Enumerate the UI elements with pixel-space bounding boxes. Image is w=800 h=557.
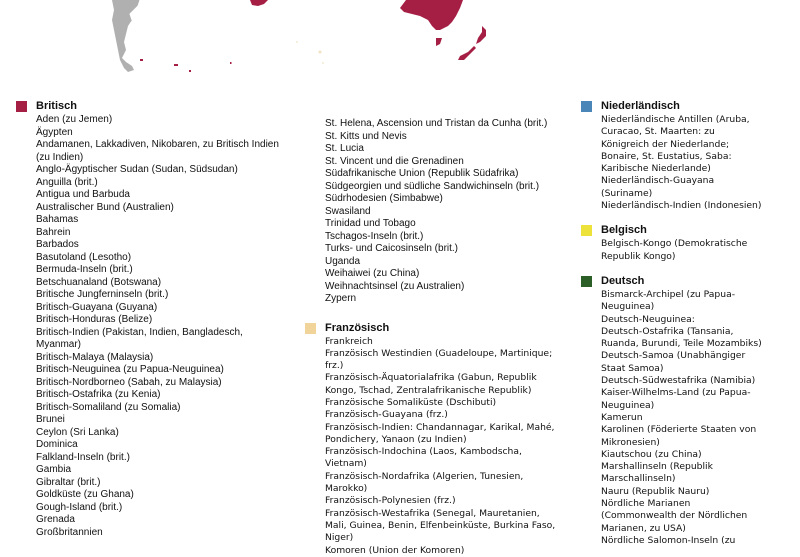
legend-column-3: [581, 98, 800, 547]
colonial-world-map: [0, 0, 800, 92]
legend-item: Weihnachtsinsel (zu Australien): [325, 280, 465, 292]
legend-item: (zu Indien): [36, 151, 84, 163]
legend-item: Niederländisch-Indien (Indonesien): [601, 200, 762, 212]
legend-item: Britisch-Malaya (Malaysia): [36, 351, 154, 363]
legend-item: Britisch-Nordborneo (Sabah, zu Malaysia): [36, 376, 222, 388]
map-french-polynesia-2: [296, 41, 298, 43]
legend-item: Britisch-Neuguinea (zu Papua-Neuguinea): [36, 364, 224, 375]
legend-item: Großbritannien: [36, 526, 103, 538]
legend-item: Andamanen, Lakkadiven, Nikobaren, zu Britisch Indien: [36, 139, 279, 150]
legend-item: Gibraltar (brit.): [36, 476, 101, 488]
legend-item: Australischer Bund (Australien): [36, 201, 174, 213]
legend-item: Niederländische Antillen (Aruba,: [601, 114, 750, 125]
legend-item: Komoren (Union der Komoren): [325, 544, 465, 556]
legend-item: Nauru (Republik Nauru): [601, 485, 710, 497]
legend-swatch-franzoesisch: [305, 323, 316, 334]
legend-item: Antigua und Barbuda: [36, 189, 130, 200]
legend-item: Marianen, zu USA): [601, 522, 686, 534]
legend-swatch-belgisch: [581, 225, 592, 236]
legend-heading-niederlaendisch: Niederländisch: [601, 100, 680, 112]
legend-item: Karibische Niederlande): [601, 163, 711, 175]
map-new-zealand-north: [476, 26, 486, 44]
legend-list-franzoesisch: [325, 336, 575, 557]
legend-item: (Commonwealth der Nördlichen: [601, 510, 748, 522]
legend-item: Mali, Guinea, Benin, Elfenbeinküste, Burkina Faso,: [325, 519, 556, 531]
legend-item: Grenada: [36, 514, 75, 525]
legend-item: Ceylon (Sri Lanka): [36, 426, 119, 438]
legend-group-niederlaendisch: [581, 98, 800, 212]
legend-item: Belgisch-Kongo (Demokratische: [601, 238, 748, 250]
legend-item: Neuguinea): [601, 399, 655, 411]
legend-item: Südafrikanische Union (Republik Südafrika): [325, 168, 519, 179]
legend-item: Deutsch-Samoa (Unabhängiger: [601, 350, 746, 362]
legend-list-britisch-1: [36, 114, 306, 539]
legend-item: Französisch-Äquatorialafrika (Gabun, Republik: [325, 372, 537, 384]
legend-item: Trinidad und Tobago: [325, 218, 416, 229]
legend-item: Basutoland (Lesotho): [36, 251, 132, 263]
legend-item: Britisch-Somaliland (zu Somalia): [36, 401, 181, 413]
legend-item: Französisch Westindien (Guadeloupe, Martinique;: [325, 347, 553, 359]
legend-column-2: [305, 118, 575, 557]
map-french-polynesia-3: [322, 62, 324, 64]
legend-item: Britisch-Ostafrika (zu Kenia): [36, 389, 161, 400]
legend-item: Französisch-Nordafrika (Algerien, Tunesien,: [325, 470, 524, 482]
legend-item: Britisch-Honduras (Belize): [36, 314, 153, 325]
legend-item: Vietnam): [325, 458, 367, 470]
legend-item: St. Kitts und Nevis: [325, 130, 407, 142]
legend-item: Anglo-Ägyptischer Sudan (Sudan, Südsudan): [36, 164, 238, 175]
legend-item: Swasiland: [325, 205, 371, 217]
legend-item: Bahrein: [36, 226, 71, 238]
legend-item: Britische Jungferninseln (brit.): [36, 289, 169, 300]
legend-item: Kamerun: [601, 411, 643, 423]
legend-item: Mikronesien): [601, 436, 660, 448]
map-australia: [400, 0, 463, 30]
legend-list-niederlaendisch: [601, 114, 800, 212]
legend-item: Weihaiwei (zu China): [325, 268, 420, 279]
map-south-georgia: [174, 64, 178, 66]
legend-item: Gough-Island (brit.): [36, 501, 123, 513]
legend-item: Betschuanaland (Botswana): [36, 276, 162, 288]
legend-group-belgisch: [581, 222, 800, 263]
legend-item: Französisch-Guayana (frz.): [325, 409, 448, 421]
legend-item: Französisch-Westafrika (Senegal, Mauretanien,: [325, 507, 540, 519]
legend-item: Britisch-Guayana (Guyana): [36, 301, 158, 313]
legend-group-britisch: [16, 98, 306, 539]
legend-item: frz.): [325, 360, 344, 372]
legend-item: Kongo, Tschad, Zentralafrikanische Republik): [325, 384, 532, 396]
legend-item: Südrhodesien (Simbabwe): [325, 193, 443, 204]
legend-list-deutsch: [601, 289, 800, 547]
legend-list-belgisch: [601, 238, 800, 263]
legend-item: Curacao, St. Maarten: zu: [601, 126, 715, 138]
legend-item: Ägypten: [36, 126, 73, 138]
legend-item: Deutsch-Südwestafrika (Namibia): [601, 375, 756, 387]
legend-item: Französisch-Polynesien (frz.): [325, 495, 456, 507]
legend-group-deutsch: [581, 273, 800, 547]
legend-item: Aden (zu Jemen): [36, 114, 113, 125]
legend-list-britisch-2: [325, 118, 575, 306]
legend-item: St. Vincent und die Grenadinen: [325, 155, 464, 167]
legend-item: Uganda: [325, 255, 361, 267]
legend-item: Südgeorgien und südliche Sandwichinseln (brit.): [325, 180, 540, 192]
legend-swatch-niederlaendisch: [581, 101, 592, 112]
legend-item: Tschagos-Inseln (brit.): [325, 230, 424, 242]
legend-item: Kaiser-Wilhelms-Land (zu Papua-: [601, 387, 751, 399]
legend-item: Bonaire, St. Eustatius, Saba:: [601, 150, 732, 162]
legend-item: Deutsch-Ostafrika (Tansania,: [601, 325, 734, 337]
legend-item: Kiautschou (zu China): [601, 448, 702, 460]
legend-item: Französisch-Indochina (Laos, Kambodscha,: [325, 446, 522, 458]
legend-item: Neuguinea): [601, 301, 655, 313]
map-south-america: [112, 0, 140, 72]
legend-item: St. Helena, Ascension und Tristan da Cunha (brit.): [325, 118, 548, 129]
legend-item: Königreich der Niederlande;: [601, 138, 730, 150]
legend-column-1: [16, 98, 306, 539]
legend-item: Marshallinseln (Republik: [601, 461, 713, 473]
legend-item: Barbados: [36, 239, 79, 250]
legend-item: Pondichery, Yanaon (zu Indien): [325, 433, 467, 445]
legend-item: Niederländisch-Guayana: [601, 175, 715, 187]
legend-item: Bermuda-Inseln (brit.): [36, 264, 133, 275]
legend-item: Myanmar): [36, 339, 82, 350]
legend-item: Niger): [325, 532, 354, 544]
map-southern-africa: [250, 0, 268, 6]
legend-swatch-britisch: [16, 101, 27, 112]
legend-item: Bahamas: [36, 214, 79, 225]
legend-item: Staat Samoa): [601, 362, 664, 374]
legend-item: Britisch-Indien (Pakistan, Indien, Bangladesch,: [36, 326, 243, 338]
legend-item: Französische Somaliküste (Dschibuti): [325, 396, 497, 408]
legend-group-franzoesisch: [305, 320, 575, 557]
legend-heading-britisch: Britisch: [36, 100, 77, 112]
legend-item: Französisch-Indien: Chandannagar, Karikal, Mahé,: [325, 421, 555, 433]
legend-heading-deutsch: Deutsch: [601, 274, 645, 287]
legend-item: Bismarck-Archipel (zu Papua-: [601, 288, 736, 300]
legend-item: Marokko): [325, 483, 368, 495]
legend-item: Republik Kongo): [601, 250, 676, 262]
legend-item: (Suriname): [601, 187, 653, 199]
legend-item: Ruanda, Burundi, Teile Mozambiks): [601, 338, 762, 350]
map-new-zealand-south: [458, 46, 476, 60]
legend-item: Deutsch-Neuguinea:: [601, 313, 695, 325]
legend-item: Turks- und Caicosinseln (brit.): [325, 243, 459, 254]
legend-item: Nördliche Salomon-Inseln (zu: [601, 534, 736, 546]
legend-swatch-deutsch: [581, 276, 592, 287]
legend-item: Brunei: [36, 414, 65, 425]
legend-item: Anguilla (brit.): [36, 176, 98, 188]
legend-group-britisch-continued: [305, 118, 575, 306]
legend-item: Karolinen (Föderierte Staaten von: [601, 424, 757, 436]
legend-item: Zypern: [325, 293, 357, 304]
map-french-polynesia: [319, 51, 322, 54]
map-falkland-islands: [140, 59, 143, 61]
legend-item: Nördliche Marianen: [601, 498, 691, 510]
legend-item: Goldküste (zu Ghana): [36, 489, 134, 500]
legend-item: Frankreich: [325, 335, 373, 347]
legend-heading-franzoesisch: Französisch: [325, 321, 390, 334]
map-tasmania: [436, 38, 442, 46]
legend-item: Falkland-Inseln (brit.): [36, 451, 130, 463]
legend-heading-belgisch: Belgisch: [601, 224, 647, 237]
map-south-sandwich: [189, 70, 191, 72]
legend-item: Dominica: [36, 439, 78, 450]
legend-item: Marschallinseln): [601, 473, 676, 485]
map-tristan: [230, 62, 232, 64]
legend-item: St. Lucia: [325, 143, 364, 154]
legend-item: Gambia: [36, 464, 72, 475]
